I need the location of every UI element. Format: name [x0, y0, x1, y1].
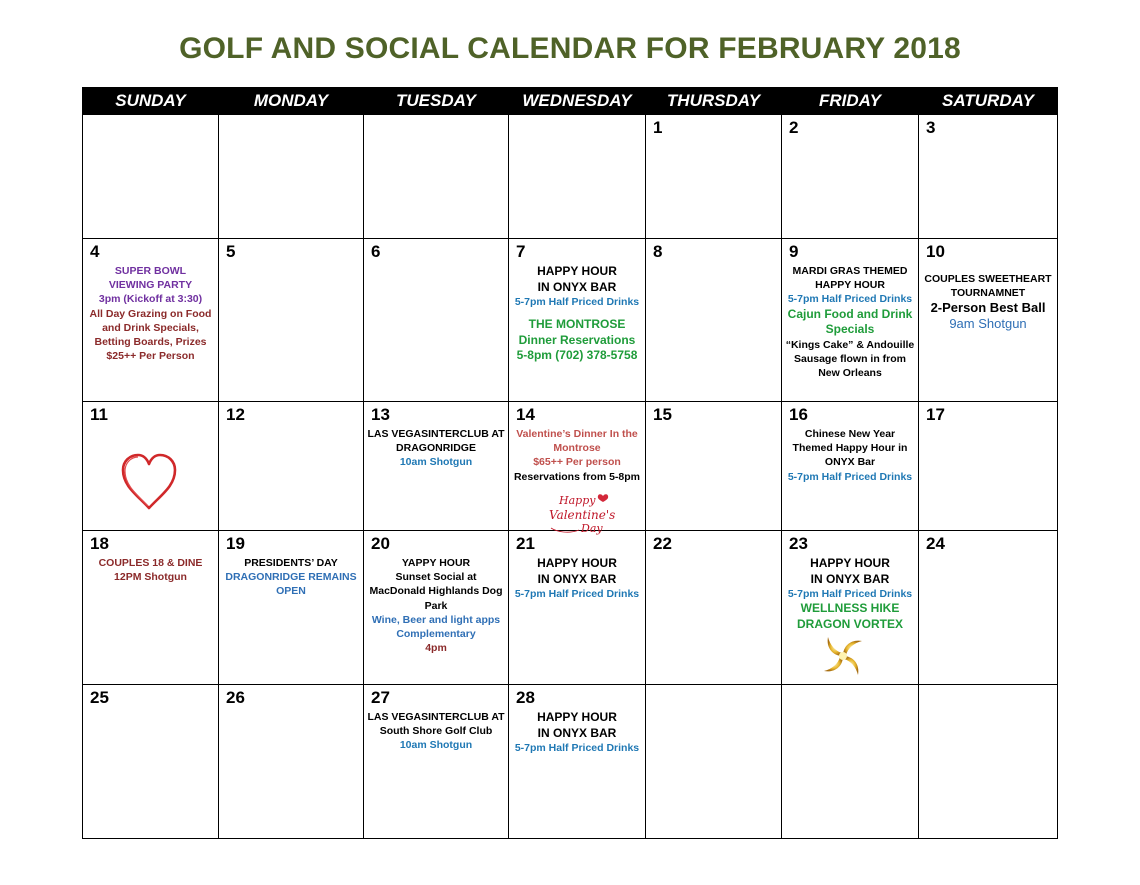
event-text: LAS VEGASINTERCLUB AT — [367, 711, 505, 723]
event-text: MARDI GRAS THEMED — [792, 265, 908, 277]
day-number: 15 — [653, 405, 672, 424]
swirl-sun-icon — [818, 631, 868, 681]
event-text: HAPPY HOUR — [815, 279, 885, 292]
day-cell-19 — [219, 531, 364, 685]
event-text: Cajun Food and Drink — [787, 306, 913, 321]
day-cell-empty — [646, 685, 782, 839]
day-number: 3 — [926, 118, 936, 137]
day-number: 13 — [371, 405, 390, 424]
event-text: Sunset Social at — [395, 571, 477, 584]
event-text: WELLNESS HIKE — [800, 601, 900, 616]
event-text: 5-7pm Half Priced Drinks — [787, 588, 913, 600]
event-text: HAPPY HOUR — [537, 556, 617, 570]
day-number: 17 — [926, 405, 945, 424]
event-text: COUPLES SWEETHEART — [924, 273, 1052, 285]
day-number: 27 — [371, 688, 390, 707]
day-cell-15 — [646, 402, 782, 531]
event-text: 5-8pm (702) 378-5758 — [516, 348, 638, 363]
event-text: 10am Shotgun — [399, 456, 473, 469]
event-text: IN ONYX BAR — [537, 279, 617, 294]
day-number: 26 — [226, 688, 245, 707]
day-number: 14 — [516, 405, 535, 424]
day-cell-28 — [509, 685, 646, 839]
heart-icon — [117, 450, 181, 514]
week-row-2 — [83, 239, 1058, 402]
header-sunday: SUNDAY — [83, 88, 219, 115]
day-cell-2 — [782, 115, 919, 239]
week-row-5 — [83, 685, 1058, 839]
day-cell-14 — [509, 402, 646, 535]
event-text: IN ONYX BAR — [810, 571, 890, 586]
day-number: 7 — [516, 242, 526, 261]
valentine-greeting-image — [545, 490, 615, 536]
header-wednesday: WEDNESDAY — [509, 88, 646, 115]
day-cell-23 — [782, 531, 919, 685]
day-number: 22 — [653, 534, 672, 553]
event-text: ONYX Bar — [824, 456, 876, 469]
event-text: Montrose — [553, 442, 601, 455]
week-row-1 — [83, 115, 1058, 239]
day-cell-empty — [219, 115, 364, 239]
weekday-header-row — [83, 88, 1058, 115]
day-cell-25 — [83, 685, 219, 839]
event-text: THE MONTROSE — [528, 317, 626, 332]
day-cell-20 — [364, 531, 509, 685]
day-cell-7 — [509, 239, 646, 402]
event-text: “Kings Cake” & Andouille — [785, 338, 915, 351]
event-text: HAPPY HOUR — [810, 556, 890, 570]
event-text: 5-7pm Half Priced Drinks — [514, 742, 640, 754]
event-text: 5-7pm Half Priced Drinks — [787, 293, 913, 306]
day-number: 19 — [226, 534, 245, 553]
event-text: Betting Boards, Prizes — [94, 336, 207, 349]
event-text: SUPER BOWL — [114, 265, 187, 277]
day-cell-3 — [919, 115, 1058, 239]
event-text: Park — [424, 599, 448, 612]
event-text: PRESIDENTS’ DAY — [244, 557, 338, 569]
event-text: 3pm (Kickoff at 3:30) — [98, 293, 203, 306]
day-cell-5 — [219, 239, 364, 402]
day-number: 11 — [90, 405, 108, 424]
calendar-title: GOLF AND SOCIAL CALENDAR FOR FEBRUARY 2018 — [179, 32, 961, 65]
svg-text:Happy: Happy — [559, 494, 596, 507]
day-cell-26 — [219, 685, 364, 839]
event-text: $65++ Per person — [533, 456, 621, 469]
event-text: 4pm — [425, 642, 447, 655]
event-text: Valentine’s Dinner In the — [516, 428, 638, 440]
event-text: All Day Grazing on Food — [89, 307, 212, 320]
day-cell-6 — [364, 239, 509, 402]
event-text: Wine, Beer and light apps — [371, 613, 501, 626]
day-number: 16 — [789, 405, 808, 424]
day-cell-8 — [646, 239, 782, 402]
day-cell-empty — [509, 115, 646, 239]
header-thursday: THURSDAY — [646, 88, 782, 115]
header-monday: MONDAY — [219, 88, 364, 115]
event-text: LAS VEGASINTERCLUB AT — [367, 428, 505, 440]
event-text: Sausage flown in from — [793, 352, 906, 365]
svg-text:Valentine's: Valentine's — [549, 508, 615, 522]
day-number: 25 — [90, 688, 109, 707]
event-text: 9am Shotgun — [949, 316, 1027, 332]
day-number: 12 — [226, 405, 245, 424]
event-text: COUPLES 18 & DINE — [98, 557, 203, 569]
event-text: Dinner Reservations — [518, 332, 636, 347]
day-cell-17 — [919, 402, 1058, 531]
day-cell-empty — [83, 115, 219, 239]
day-number: 2 — [789, 118, 799, 137]
day-number: 9 — [789, 242, 799, 261]
event-text: Themed Happy Hour in — [792, 442, 908, 455]
event-text: New Orleans — [818, 367, 882, 380]
day-cell-empty — [782, 685, 919, 839]
week-row-4 — [83, 531, 1058, 685]
day-cell-11 — [83, 402, 219, 531]
event-text: DRAGON VORTEX — [796, 616, 903, 631]
day-cell-4 — [83, 239, 219, 402]
event-text: Chinese New Year — [804, 428, 896, 440]
day-cell-13 — [364, 402, 509, 531]
header-saturday: SATURDAY — [919, 88, 1058, 115]
svg-text:Day: Day — [581, 522, 603, 535]
day-number: 20 — [371, 534, 390, 553]
event-text: TOURNAMNET — [950, 287, 1026, 300]
calendar-grid — [82, 87, 1058, 839]
day-cell-18 — [83, 531, 219, 685]
event-text: YAPPY HOUR — [401, 557, 471, 569]
event-text: VIEWING PARTY — [108, 279, 193, 292]
event-text: 5-7pm Half Priced Drinks — [514, 588, 640, 600]
event-text: 5-7pm Half Priced Drinks — [514, 296, 640, 308]
day-cell-16 — [782, 402, 919, 531]
day-number: 4 — [90, 242, 100, 261]
day-cell-1 — [646, 115, 782, 239]
day-cell-9 — [782, 239, 919, 402]
event-text: 10am Shotgun — [399, 739, 473, 752]
day-cell-22 — [646, 531, 782, 685]
day-cell-24 — [919, 531, 1058, 685]
day-number: 24 — [926, 534, 945, 553]
event-text: and Drink Specials, — [102, 321, 199, 334]
day-cell-empty — [364, 115, 509, 239]
event-text: HAPPY HOUR — [537, 264, 617, 278]
week-row-3 — [83, 402, 1058, 531]
event-text: South Shore Golf Club — [379, 725, 493, 738]
event-text: DRAGONRIDGE REMAINS — [225, 571, 357, 584]
day-number: 1 — [653, 118, 663, 137]
day-number: 5 — [226, 242, 236, 261]
event-text: Specials — [825, 322, 875, 337]
day-number: 6 — [371, 242, 381, 261]
event-text: 5-7pm Half Priced Drinks — [787, 470, 913, 483]
day-number: 28 — [516, 688, 535, 707]
event-text: OPEN — [276, 585, 306, 598]
header-friday: FRIDAY — [782, 88, 919, 115]
day-number: 21 — [516, 534, 535, 553]
event-text: $25++ Per Person — [106, 350, 195, 363]
event-text: Reservations from 5-8pm — [513, 470, 641, 483]
event-text: 2-Person Best Ball — [930, 300, 1046, 316]
day-number: 23 — [789, 534, 808, 553]
day-cell-21 — [509, 531, 646, 685]
day-cell-10 — [919, 239, 1058, 402]
event-text: DRAGONRIDGE — [396, 442, 476, 455]
day-cell-27 — [364, 685, 509, 839]
day-number: 10 — [926, 242, 945, 261]
day-number: 18 — [90, 534, 109, 553]
event-text: MacDonald Highlands Dog — [369, 585, 503, 598]
day-cell-12 — [219, 402, 364, 531]
event-text: Complementary — [396, 628, 476, 641]
event-text: 12PM Shotgun — [114, 571, 187, 584]
event-text: HAPPY HOUR — [537, 710, 617, 724]
day-cell-empty — [919, 685, 1058, 839]
day-number: 8 — [653, 242, 663, 261]
event-text: IN ONYX BAR — [537, 725, 617, 740]
header-tuesday: TUESDAY — [364, 88, 509, 115]
event-text: IN ONYX BAR — [537, 571, 617, 586]
